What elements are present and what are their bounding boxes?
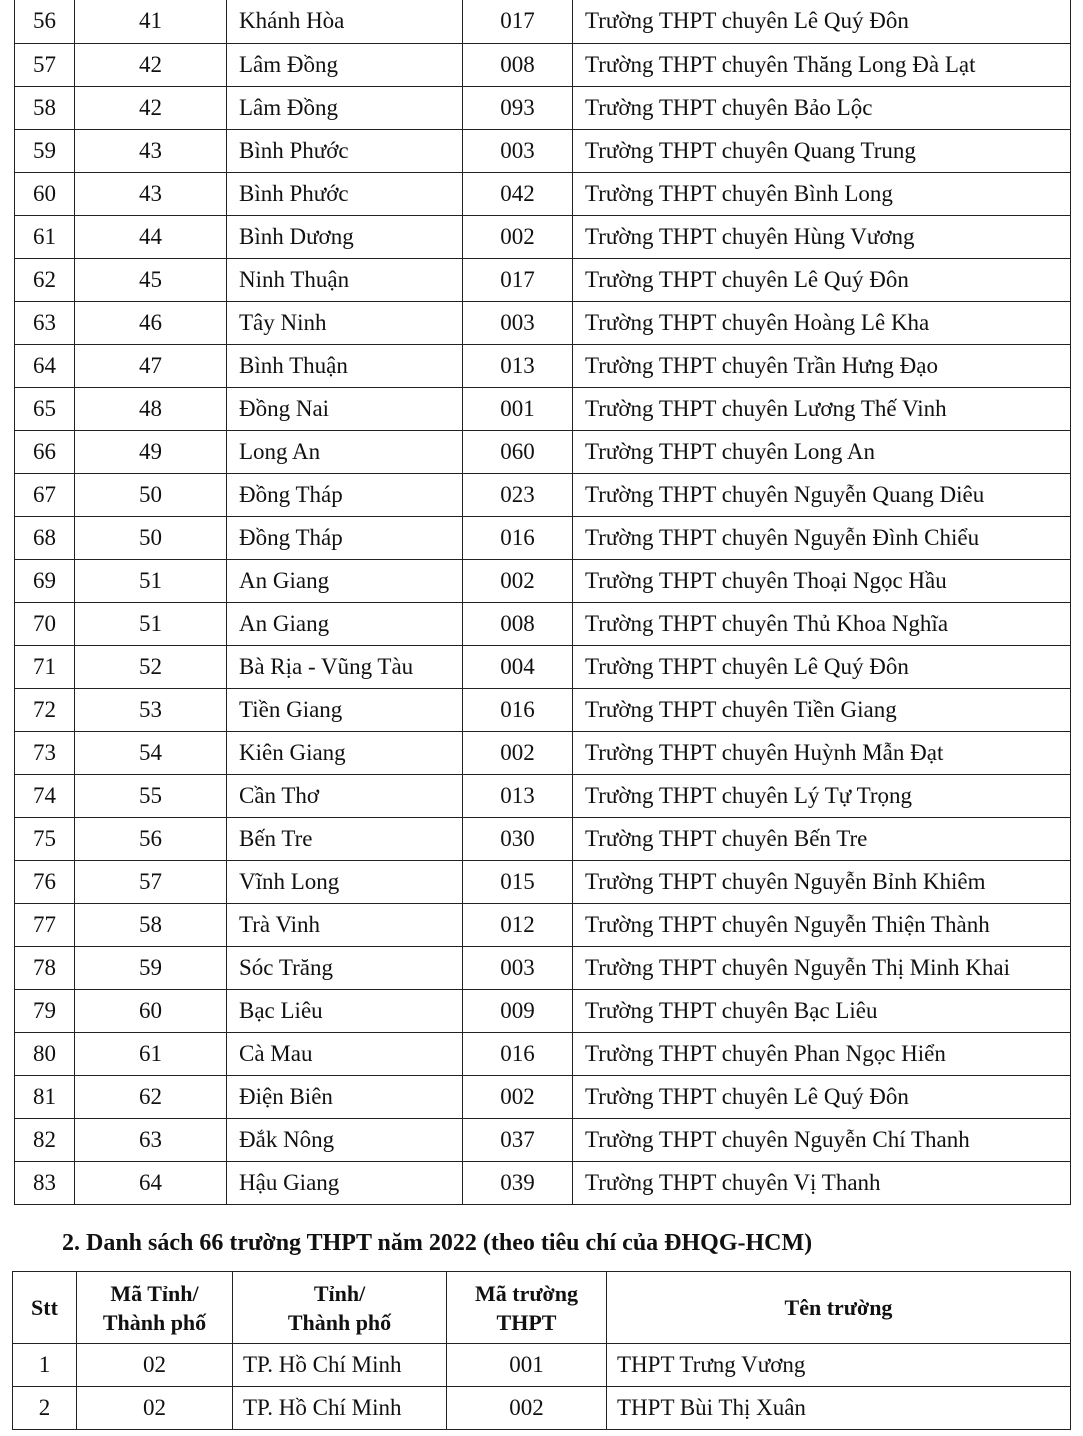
cell-ten-truong: Trường THPT chuyên Long An — [573, 430, 1071, 473]
cell-ma-tinh: 51 — [75, 602, 227, 645]
cell-ma-tinh: 42 — [75, 86, 227, 129]
cell-ma-truong: 012 — [463, 903, 573, 946]
cell-tinh: An Giang — [227, 559, 463, 602]
cell-ma-truong: 016 — [463, 1032, 573, 1075]
table-row — [15, 387, 1071, 430]
cell-stt: 71 — [15, 645, 75, 688]
header-tinh — [233, 1272, 447, 1344]
cell-stt: 64 — [15, 344, 75, 387]
cell-stt: 74 — [15, 774, 75, 817]
table-row — [15, 1161, 1071, 1204]
header-ma-tinh-line2: Thành phố — [102, 1309, 207, 1335]
cell-ma-tinh: 61 — [75, 1032, 227, 1075]
cell-ma-tinh: 45 — [75, 258, 227, 301]
cell-tinh: Bà Rịa - Vũng Tàu — [227, 645, 463, 688]
cell-ten-truong: Trường THPT chuyên Vị Thanh — [573, 1161, 1071, 1204]
section-2-title: 2. Danh sách 66 trường THPT năm 2022 (theo tiêu chí của ĐHQG-HCM) — [62, 1230, 813, 1256]
cell-ma-truong: 009 — [463, 989, 573, 1032]
table-row — [15, 172, 1071, 215]
cell-ten-truong: Trường THPT chuyên Lý Tự Trọng — [573, 774, 1071, 817]
cell-ma-tinh: 42 — [75, 43, 227, 86]
cell-stt: 56 — [15, 0, 75, 43]
cell-tinh: Trà Vinh — [227, 903, 463, 946]
cell-tinh: Tây Ninh — [227, 301, 463, 344]
cell-stt: 65 — [15, 387, 75, 430]
cell-ma-tinh: 57 — [75, 860, 227, 903]
cell-tinh: Bến Tre — [227, 817, 463, 860]
cell-ma-truong: 016 — [463, 688, 573, 731]
cell-ma-tinh: 64 — [75, 1161, 227, 1204]
cell-ma-truong: 015 — [463, 860, 573, 903]
cell-tinh: Vĩnh Long — [227, 860, 463, 903]
cell-ma-truong: 002 — [447, 1387, 607, 1430]
cell-stt: 63 — [15, 301, 75, 344]
table-row — [15, 43, 1071, 86]
header-ma-truong-line1: Mã trường — [475, 1280, 578, 1306]
cell-tinh: Tiền Giang — [227, 688, 463, 731]
cell-ten-truong: THPT Bùi Thị Xuân — [607, 1387, 1071, 1430]
cell-ma-tinh: 02 — [77, 1387, 233, 1430]
cell-stt: 61 — [15, 215, 75, 258]
cell-ten-truong: Trường THPT chuyên Hùng Vương — [573, 215, 1071, 258]
cell-tinh: Lâm Đồng — [227, 43, 463, 86]
table-row — [13, 1387, 1071, 1430]
table-row — [15, 903, 1071, 946]
cell-ma-truong: 003 — [463, 129, 573, 172]
cell-tinh: Bình Phước — [227, 129, 463, 172]
table-row — [15, 215, 1071, 258]
cell-ma-tinh: 59 — [75, 946, 227, 989]
cell-ma-truong: 002 — [463, 1075, 573, 1118]
table-row — [15, 1032, 1071, 1075]
cell-ma-tinh: 56 — [75, 817, 227, 860]
cell-ten-truong: Trường THPT chuyên Bến Tre — [573, 817, 1071, 860]
cell-stt: 60 — [15, 172, 75, 215]
cell-tinh: Hậu Giang — [227, 1161, 463, 1204]
cell-tinh: TP. Hồ Chí Minh — [233, 1387, 447, 1430]
cell-ten-truong: Trường THPT chuyên Bình Long — [573, 172, 1071, 215]
cell-ma-tinh: 58 — [75, 903, 227, 946]
cell-ten-truong: Trường THPT chuyên Nguyễn Thị Minh Khai — [573, 946, 1071, 989]
table-row — [15, 989, 1071, 1032]
cell-stt: 1 — [13, 1344, 77, 1387]
cell-ma-truong: 008 — [463, 43, 573, 86]
cell-ten-truong: Trường THPT chuyên Bạc Liêu — [573, 989, 1071, 1032]
cell-ten-truong: THPT Trưng Vương — [607, 1344, 1071, 1387]
table-row — [15, 430, 1071, 473]
header-ma-tinh — [77, 1272, 233, 1344]
cell-tinh: Lâm Đồng — [227, 86, 463, 129]
cell-ma-truong: 017 — [463, 258, 573, 301]
cell-ma-tinh: 63 — [75, 1118, 227, 1161]
cell-tinh: Đồng Nai — [227, 387, 463, 430]
cell-stt: 67 — [15, 473, 75, 516]
table-row — [15, 301, 1071, 344]
cell-ma-truong: 004 — [463, 645, 573, 688]
table-row — [15, 645, 1071, 688]
cell-stt: 59 — [15, 129, 75, 172]
cell-ten-truong: Trường THPT chuyên Quang Trung — [573, 129, 1071, 172]
cell-stt: 2 — [13, 1387, 77, 1430]
cell-ten-truong: Trường THPT chuyên Phan Ngọc Hiển — [573, 1032, 1071, 1075]
cell-ten-truong: Trường THPT chuyên Trần Hưng Đạo — [573, 344, 1071, 387]
cell-ma-tinh: 49 — [75, 430, 227, 473]
cell-ma-tinh: 54 — [75, 731, 227, 774]
cell-stt: 83 — [15, 1161, 75, 1204]
cell-ma-tinh: 50 — [75, 473, 227, 516]
cell-ma-truong: 013 — [463, 774, 573, 817]
cell-ten-truong: Trường THPT chuyên Huỳnh Mẫn Đạt — [573, 731, 1071, 774]
cell-ma-truong: 016 — [463, 516, 573, 559]
header-ten-truong: Tên trường — [607, 1272, 1071, 1344]
cell-ma-truong: 037 — [463, 1118, 573, 1161]
cell-ma-truong: 001 — [463, 387, 573, 430]
cell-ma-tinh: 62 — [75, 1075, 227, 1118]
table-row — [15, 946, 1071, 989]
cell-ten-truong: Trường THPT chuyên Nguyễn Đình Chiểu — [573, 516, 1071, 559]
table-row — [15, 129, 1071, 172]
cell-tinh: Bình Phước — [227, 172, 463, 215]
cell-ten-truong: Trường THPT chuyên Lê Quý Đôn — [573, 645, 1071, 688]
header-tinh-line2: Thành phố — [287, 1309, 392, 1335]
header-ma-truong-line2: THPT — [496, 1309, 557, 1335]
cell-stt: 82 — [15, 1118, 75, 1161]
cell-stt: 62 — [15, 258, 75, 301]
cell-ten-truong: Trường THPT chuyên Bảo Lộc — [573, 86, 1071, 129]
cell-ma-truong: 002 — [463, 215, 573, 258]
cell-stt: 69 — [15, 559, 75, 602]
cell-ma-truong: 002 — [463, 559, 573, 602]
cell-tinh: Kiên Giang — [227, 731, 463, 774]
cell-stt: 76 — [15, 860, 75, 903]
cell-tinh: Khánh Hòa — [227, 0, 463, 43]
cell-stt: 75 — [15, 817, 75, 860]
cell-ten-truong: Trường THPT chuyên Lê Quý Đôn — [573, 258, 1071, 301]
cell-ten-truong: Trường THPT chuyên Thủ Khoa Nghĩa — [573, 602, 1071, 645]
cell-tinh: Cà Mau — [227, 1032, 463, 1075]
table-header-row — [13, 1272, 1071, 1344]
cell-ma-tinh: 60 — [75, 989, 227, 1032]
cell-tinh: TP. Hồ Chí Minh — [233, 1344, 447, 1387]
table-row — [15, 688, 1071, 731]
table-row — [15, 817, 1071, 860]
table-row — [15, 516, 1071, 559]
cell-ma-tinh: 50 — [75, 516, 227, 559]
table-row — [15, 602, 1071, 645]
cell-ten-truong: Trường THPT chuyên Lương Thế Vinh — [573, 387, 1071, 430]
cell-stt: 72 — [15, 688, 75, 731]
cell-stt: 58 — [15, 86, 75, 129]
cell-ten-truong: Trường THPT chuyên Nguyễn Quang Diêu — [573, 473, 1071, 516]
cell-ten-truong: Trường THPT chuyên Lê Quý Đôn — [573, 1075, 1071, 1118]
cell-stt: 80 — [15, 1032, 75, 1075]
cell-ten-truong: Trường THPT chuyên Nguyễn Bỉnh Khiêm — [573, 860, 1071, 903]
cell-stt: 77 — [15, 903, 75, 946]
cell-ma-truong: 039 — [463, 1161, 573, 1204]
cell-ma-tinh: 48 — [75, 387, 227, 430]
cell-tinh: Bình Dương — [227, 215, 463, 258]
cell-stt: 57 — [15, 43, 75, 86]
cell-tinh: Đồng Tháp — [227, 473, 463, 516]
cell-tinh: Đồng Tháp — [227, 516, 463, 559]
table-row — [15, 1118, 1071, 1161]
cell-ma-truong: 060 — [463, 430, 573, 473]
cell-ten-truong: Trường THPT chuyên Lê Quý Đôn — [573, 0, 1071, 43]
cell-tinh: Bình Thuận — [227, 344, 463, 387]
school-list-table-1 — [14, 0, 1071, 1205]
cell-ma-truong: 003 — [463, 301, 573, 344]
table-row — [15, 473, 1071, 516]
cell-stt: 78 — [15, 946, 75, 989]
cell-ma-truong: 042 — [463, 172, 573, 215]
header-stt: Stt — [13, 1272, 77, 1344]
cell-ten-truong: Trường THPT chuyên Hoàng Lê Kha — [573, 301, 1071, 344]
table-row — [13, 1344, 1071, 1387]
cell-ten-truong: Trường THPT chuyên Thoại Ngọc Hầu — [573, 559, 1071, 602]
cell-ma-truong: 017 — [463, 0, 573, 43]
cell-tinh: Bạc Liêu — [227, 989, 463, 1032]
cell-ma-tinh: 47 — [75, 344, 227, 387]
cell-stt: 79 — [15, 989, 75, 1032]
header-ma-tinh-line1: Mã Tỉnh/ — [110, 1280, 199, 1306]
cell-ma-tinh: 41 — [75, 0, 227, 43]
cell-ten-truong: Trường THPT chuyên Nguyễn Thiện Thành — [573, 903, 1071, 946]
cell-stt: 66 — [15, 430, 75, 473]
cell-ma-truong: 023 — [463, 473, 573, 516]
cell-ma-tinh: 53 — [75, 688, 227, 731]
cell-ma-tinh: 51 — [75, 559, 227, 602]
cell-ten-truong: Trường THPT chuyên Tiền Giang — [573, 688, 1071, 731]
table-row — [15, 344, 1071, 387]
cell-stt: 68 — [15, 516, 75, 559]
cell-ten-truong: Trường THPT chuyên Thăng Long Đà Lạt — [573, 43, 1071, 86]
table-row — [15, 1075, 1071, 1118]
cell-tinh: Sóc Trăng — [227, 946, 463, 989]
table-row — [15, 258, 1071, 301]
table-row — [15, 860, 1071, 903]
cell-ma-truong: 001 — [447, 1344, 607, 1387]
cell-ma-truong: 013 — [463, 344, 573, 387]
table-row — [15, 559, 1071, 602]
cell-tinh: Điện Biên — [227, 1075, 463, 1118]
cell-ma-tinh: 44 — [75, 215, 227, 258]
cell-ma-truong: 030 — [463, 817, 573, 860]
cell-ten-truong: Trường THPT chuyên Nguyễn Chí Thanh — [573, 1118, 1071, 1161]
cell-stt: 81 — [15, 1075, 75, 1118]
cell-stt: 70 — [15, 602, 75, 645]
cell-tinh: Đắk Nông — [227, 1118, 463, 1161]
cell-ma-truong: 002 — [463, 731, 573, 774]
cell-ma-tinh: 46 — [75, 301, 227, 344]
cell-ma-tinh: 43 — [75, 172, 227, 215]
table-row — [15, 0, 1071, 43]
cell-tinh: Long An — [227, 430, 463, 473]
cell-ma-truong: 093 — [463, 86, 573, 129]
cell-ma-tinh: 55 — [75, 774, 227, 817]
cell-tinh: An Giang — [227, 602, 463, 645]
cell-tinh: Cần Thơ — [227, 774, 463, 817]
school-list-table-2 — [12, 1271, 1071, 1430]
cell-ma-tinh: 43 — [75, 129, 227, 172]
cell-ma-tinh: 52 — [75, 645, 227, 688]
cell-ma-truong: 008 — [463, 602, 573, 645]
table-row — [15, 774, 1071, 817]
cell-ma-truong: 003 — [463, 946, 573, 989]
cell-stt: 73 — [15, 731, 75, 774]
table-row — [15, 731, 1071, 774]
cell-tinh: Ninh Thuận — [227, 258, 463, 301]
header-tinh-line1: Tỉnh/ — [313, 1280, 366, 1306]
table-row — [15, 86, 1071, 129]
header-ma-truong — [447, 1272, 607, 1344]
cell-ma-tinh: 02 — [77, 1344, 233, 1387]
